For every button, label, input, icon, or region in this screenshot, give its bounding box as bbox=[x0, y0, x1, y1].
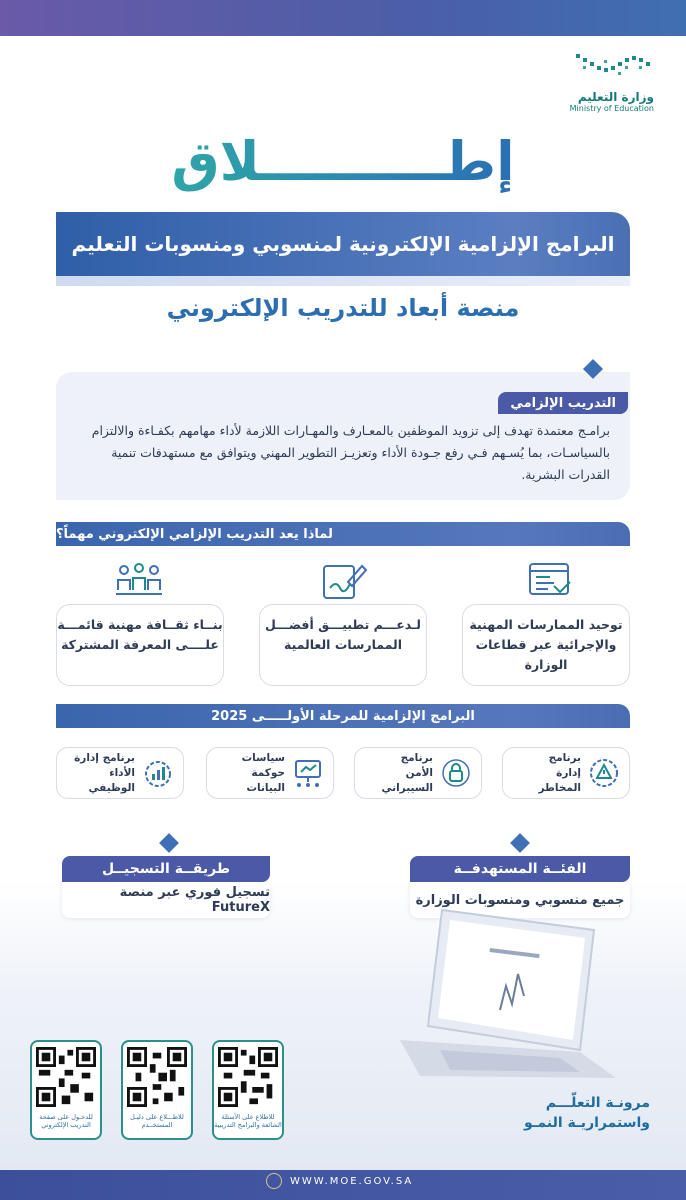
program-line1: سياسات bbox=[241, 751, 285, 764]
mandatory-training-description: برامـج معتمدة تهدف إلى تزويد الموظفين بالمعـارف والمهـارات اللازمة لأداء مهامهم بكفـاءة والالتزام بالسياسـات، بما يُسـهم فـي رفع جـودة الأداء وتعزيـز التطوير المهني ويتوافق مع مستهدفات تنمية القدرات البشرية. bbox=[91, 423, 610, 482]
qr-code-icon bbox=[218, 1047, 278, 1107]
ministry-name-ar: وزارة التعليم bbox=[577, 90, 654, 104]
ministry-name-en: Ministry of Education bbox=[569, 104, 654, 113]
program-line2: الأداء الوظيفي bbox=[88, 766, 135, 794]
target-audience-value: جميع منسوبي ومنسوبات الوزارة bbox=[410, 882, 630, 918]
program-line2: حوكمة البيانات bbox=[246, 766, 285, 794]
document-list-icon bbox=[524, 560, 574, 604]
qr-code-icon bbox=[127, 1047, 187, 1107]
program-performance-management bbox=[56, 747, 184, 799]
diamond-marker-registration bbox=[159, 833, 179, 853]
footer-url[interactable]: WWW.MOE.GOV.SA bbox=[290, 1176, 414, 1187]
program-risk-management bbox=[502, 747, 630, 799]
performance-chart-icon bbox=[141, 756, 175, 790]
data-governance-icon bbox=[291, 756, 325, 790]
target-audience-label: الفئــة المستهدفــة bbox=[410, 856, 630, 882]
cyber-lock-icon bbox=[439, 756, 473, 790]
why-card-unify: توحيد الممارسات المهنية والإجرائية عبر قطاعات الوزارة bbox=[462, 604, 630, 686]
qr-code-faq[interactable] bbox=[212, 1040, 284, 1140]
phase-title: البرامج الإلزامية للمرحلة الأولـــــى 2025 bbox=[56, 704, 630, 728]
qr-caption: للاطلاع على الأسئلة الشائعة والبرامج التدريبية bbox=[214, 1113, 282, 1129]
warning-gear-icon bbox=[587, 756, 621, 790]
why-section-title: لماذا يعد التدريب الإلزامي الإلكتروني مهماً؟ bbox=[56, 522, 630, 546]
team-meeting-icon bbox=[114, 560, 164, 604]
mandatory-training-label: التدريب الإلزامي bbox=[498, 392, 628, 414]
launch-title bbox=[0, 130, 686, 200]
logo-dots-icon bbox=[574, 52, 654, 78]
why-card-best-practices: لـدعـــم تطبيـــق أفضـــل الممارسات العالمية bbox=[259, 604, 427, 686]
top-banner bbox=[0, 0, 686, 36]
registration-label: طريقــة التسجيــل bbox=[62, 856, 270, 882]
tagline-line1: مرونـة التعلّـــم bbox=[545, 1095, 650, 1111]
platform-title: منصة أبعاد للتدريب الإلكتروني bbox=[166, 294, 520, 322]
registration-value: تسجيل فوري عبر منصة FutureX bbox=[62, 882, 270, 918]
tagline-line2: واستمراريـة النمـو bbox=[523, 1115, 650, 1131]
program-cybersecurity bbox=[354, 747, 482, 799]
diamond-marker-target bbox=[510, 833, 530, 853]
program-line1: برنامج bbox=[548, 751, 581, 764]
program-line1: برنامج bbox=[400, 751, 433, 764]
why-card-culture: بنــاء ثقــافة مهنية قائمـــة علــــى المعرفة المشتركة bbox=[56, 604, 224, 686]
program-line2: الأمن السيبراني bbox=[381, 766, 433, 794]
program-data-governance bbox=[206, 747, 334, 799]
moe-emblem-icon bbox=[266, 1173, 282, 1189]
qr-code-training-page[interactable] bbox=[30, 1040, 102, 1140]
program-line2: إدارة المخاطر bbox=[538, 766, 581, 794]
tagline bbox=[524, 1093, 650, 1133]
laptop-illustration bbox=[380, 900, 630, 1090]
headline-banner: البرامج الإلزامية الإلكترونية لمنسوبي ومنسوبات التعليم bbox=[56, 212, 630, 276]
qr-caption: للدخـول على صفحة التدريب الإلكتروني bbox=[39, 1113, 93, 1129]
program-line1: برنامج إدارة bbox=[74, 751, 135, 764]
ministry-logo bbox=[529, 52, 654, 122]
qr-code-icon bbox=[36, 1047, 96, 1107]
paper-pen-icon bbox=[318, 560, 368, 604]
launch-word: إطــــــــــلاق bbox=[171, 130, 515, 193]
qr-caption: للاطـــلاع على دليـل المستخــدم bbox=[130, 1113, 184, 1129]
qr-code-user-guide[interactable] bbox=[121, 1040, 193, 1140]
